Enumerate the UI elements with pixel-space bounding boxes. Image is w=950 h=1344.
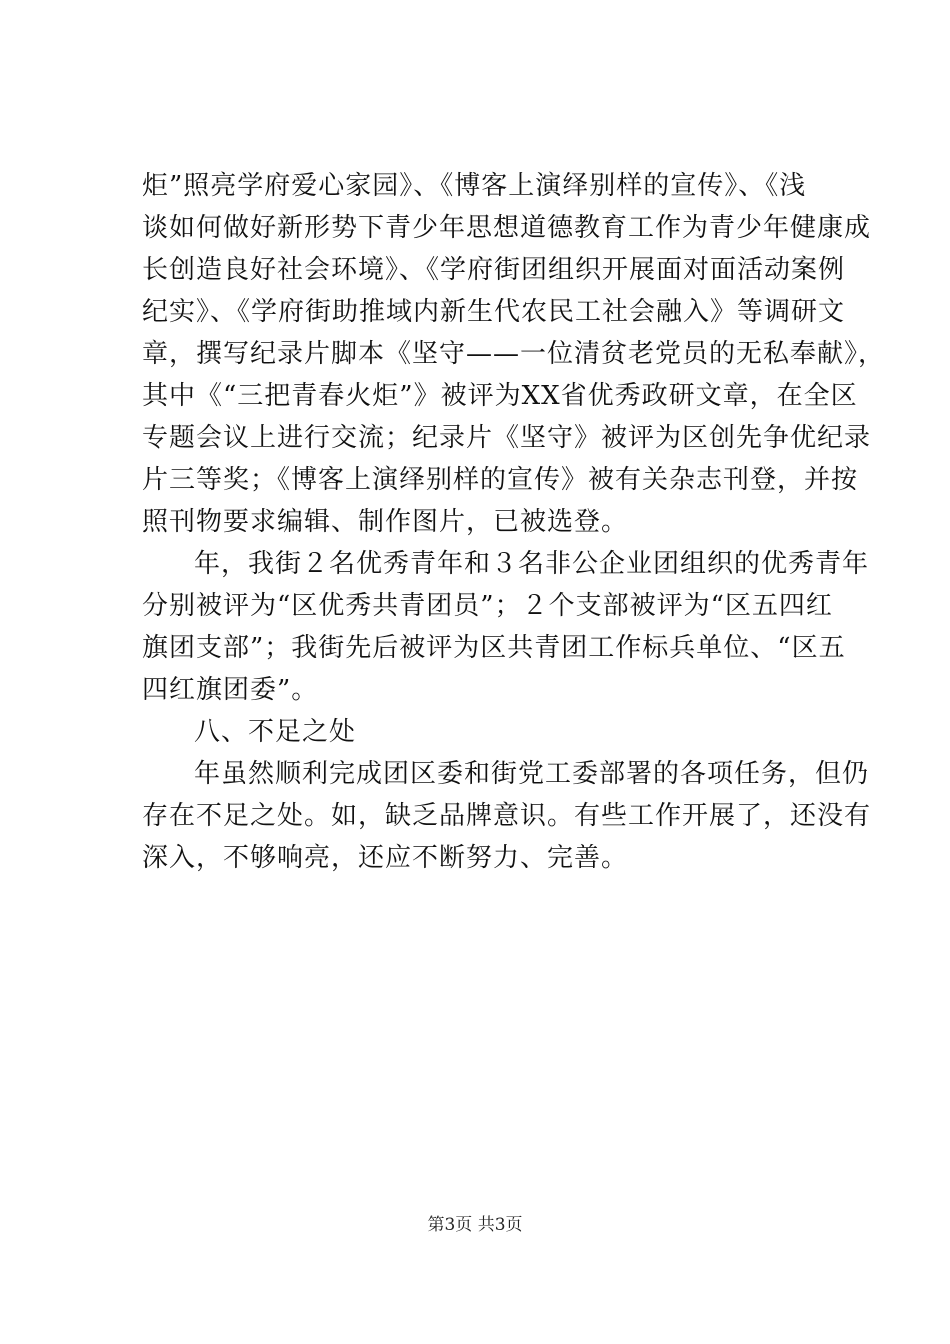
text-line: 深入，不够响亮，还应不断努力、完善。 bbox=[142, 843, 629, 873]
text-line: 照刊物要求编辑、制作图片，已被选登。 bbox=[142, 507, 629, 537]
text-line: 纪实》、《学府街助推域内新生代农民工社会融入》等调研文 bbox=[142, 297, 846, 327]
text-line: 分别被评为“区优秀共青团员”；２个支部被评为“区五四红 bbox=[142, 591, 833, 621]
text-line: 旗团支部”；我街先后被评为区共青团工作标兵单位、“区五 bbox=[142, 633, 846, 663]
page-number-label: 第3页 共3页 bbox=[427, 1215, 523, 1235]
text-line: 四红旗团委”。 bbox=[142, 675, 319, 705]
text-line: 其中《“三把青春火炬”》被评为XX省优秀政研文章，在全区 bbox=[142, 381, 858, 411]
section-heading: 八、不足之处 bbox=[194, 717, 357, 747]
paragraph-start-line: 年，我街２名优秀青年和３名非公企业团组织的优秀青年 bbox=[194, 549, 870, 579]
text-line: 专题会议上进行交流；纪录片《坚守》被评为区创先争优纪录 bbox=[142, 423, 872, 453]
text-line: 炬”照亮学府爱心家园》、《博客上演绎别样的宣传》、《浅 bbox=[142, 171, 807, 201]
text-line: 谈如何做好新形势下青少年思想道德教育工作为青少年健康成 bbox=[142, 213, 872, 243]
document-body bbox=[142, 165, 886, 879]
page-footer bbox=[0, 1214, 950, 1236]
text-line: 长创造良好社会环境》、《学府街团组织开展面对面活动案例 bbox=[142, 255, 846, 285]
text-line: 片三等奖；《博客上演绎别样的宣传》被有关杂志刊登，并按 bbox=[142, 465, 859, 495]
text-line: 章，撰写纪录片脚本《坚守——一位清贫老党员的无私奉献》， bbox=[142, 339, 886, 369]
text-line: 存在不足之处。如，缺乏品牌意识。有些工作开展了，还没有 bbox=[142, 801, 872, 831]
paragraph-start-line: 年虽然顺利完成团区委和街党工委部署的各项任务，但仍 bbox=[194, 759, 870, 789]
